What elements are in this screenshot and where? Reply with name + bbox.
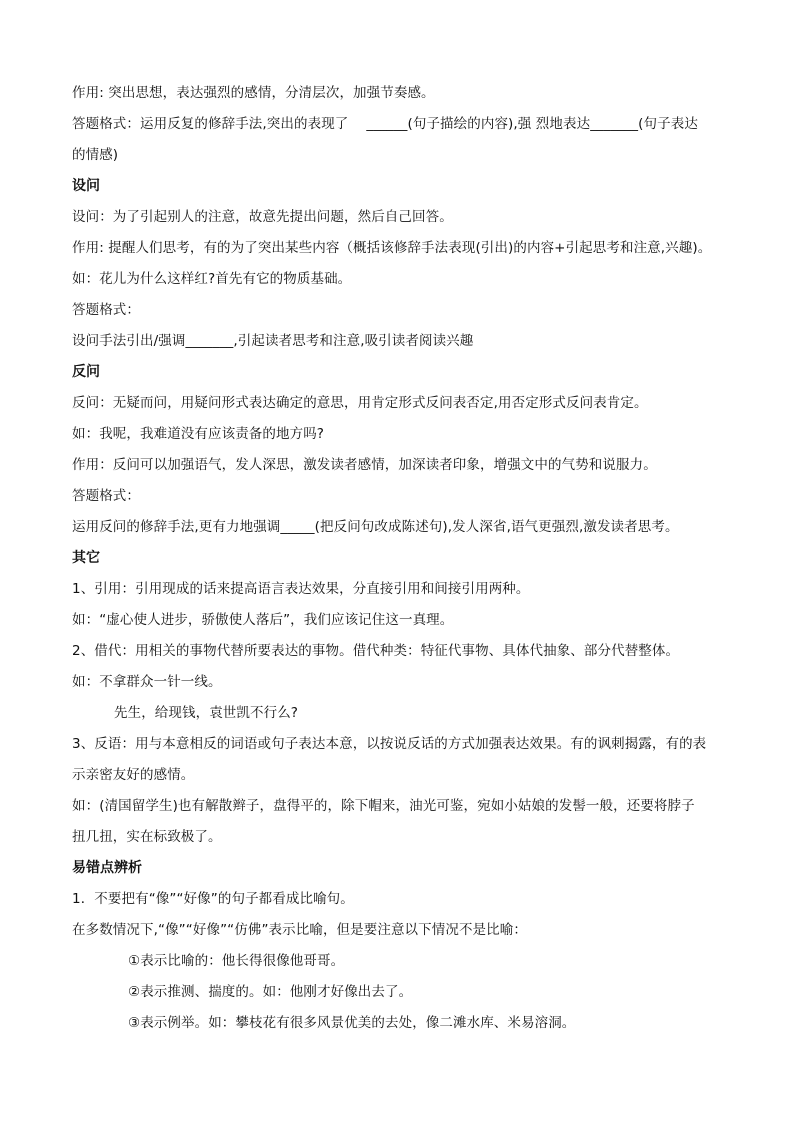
list-item-1: ①表示比喻的：他长得很像他哥哥。 (128, 953, 345, 969)
heading-rhetorical-question: 设问 (72, 178, 100, 194)
paragraph-irony: 3、反语：用与本意相反的词语或句子表达本意，以按说反话的方式加强表达效果。有的讽刺揭露，有的表 (72, 736, 707, 752)
paragraph-example-counter: 如：我呢，我难道没有应该责备的地方吗? (72, 426, 325, 442)
paragraph-function-question: 作用: 提醒人们思考，有的为了突出某些内容（概括该修辞手法表现(引出)的内容+引起思考和注意,兴趣)。 (72, 240, 712, 256)
paragraph-answer-format-counter: 运用反问的修辞手法,更有力地强调_____(把反问句改成陈述句),发人深省,语气更强烈,激发读者思考。 (72, 519, 679, 535)
paragraph-quotation-example: 如：“虚心使人进步，骄傲使人落后”，我们应该记住这一真理。 (72, 612, 454, 628)
paragraph-answer-format-question: 设问手法引出/强调_______,引起读者思考和注意,吸引读者阅读兴趣 (72, 333, 474, 349)
paragraph-answer-format-repetition: 答题格式：运用反复的修辞手法,突出的表现了 ______(句子描绘的内容),强 烈地表达_______(句子表达 (72, 116, 698, 132)
paragraph-metonymy: 2、借代：用相关的事物代替所要表达的事物。借代种类：特征代事物、具体代抽象、部分代替整体。 (72, 643, 680, 659)
heading-others: 其它 (72, 550, 100, 566)
paragraph-metonymy-example-2: 先生，给现钱，袁世凯不行么? (114, 705, 299, 721)
paragraph-answer-format-repetition-cont: 的情感) (72, 147, 119, 163)
paragraph-answer-format-label-2: 答题格式： (72, 488, 140, 504)
paragraph-function-counter: 作用：反问可以加强语气，发人深思，激发读者感情，加深读者印象，增强文中的气势和说服力。 (72, 457, 657, 473)
paragraph-quotation: 1、引用：引用现成的话来提高语言表达效果，分直接引用和间接引用两种。 (72, 581, 530, 597)
paragraph-irony-example-cont: 扭几扭，实在标致极了。 (72, 829, 222, 845)
heading-counter-question: 反问 (72, 364, 100, 380)
paragraph-error-1: 1．不要把有“像”“好像”的句子都看成比喻句。 (72, 891, 354, 907)
paragraph-definition-question: 设问：为了引起别人的注意，故意先提出问题，然后自己回答。 (72, 209, 453, 225)
paragraph-answer-format-label: 答题格式： (72, 302, 140, 318)
list-item-2: ②表示推测、揣度的。如：他刚才好像出去了。 (128, 984, 413, 1000)
document-page (72, 78, 752, 1039)
heading-common-errors: 易错点辨析 (72, 860, 142, 876)
list-item-3: ③表示例举。如：攀枝花有很多风景优美的去处，像二滩水库、米易溶洞。 (128, 1015, 576, 1031)
paragraph-example-question: 如：花儿为什么这样红?首先有它的物质基础。 (72, 271, 352, 287)
paragraph-metonymy-example-1: 如：不拿群众一针一线。 (72, 674, 222, 690)
paragraph-irony-example: 如：(清国留学生)也有解散辫子，盘得平的，除下帽来，油光可鉴，宛如小姑娘的发髻一般，还要将脖子 (72, 798, 695, 814)
paragraph-definition-counter: 反问：无疑而问，用疑问形式表达确定的意思，用肯定形式反问表否定,用否定形式反问表肯定。 (72, 395, 648, 411)
paragraph-error-1-detail: 在多数情况下,“像”“好像”“仿佛”表示比喻，但是要注意以下情况不是比喻： (72, 922, 527, 938)
paragraph-function-repetition: 作用: 突出思想，表达强烈的感情，分清层次，加强节奏感。 (72, 85, 435, 101)
paragraph-irony-cont: 示亲密友好的感情。 (72, 767, 195, 783)
